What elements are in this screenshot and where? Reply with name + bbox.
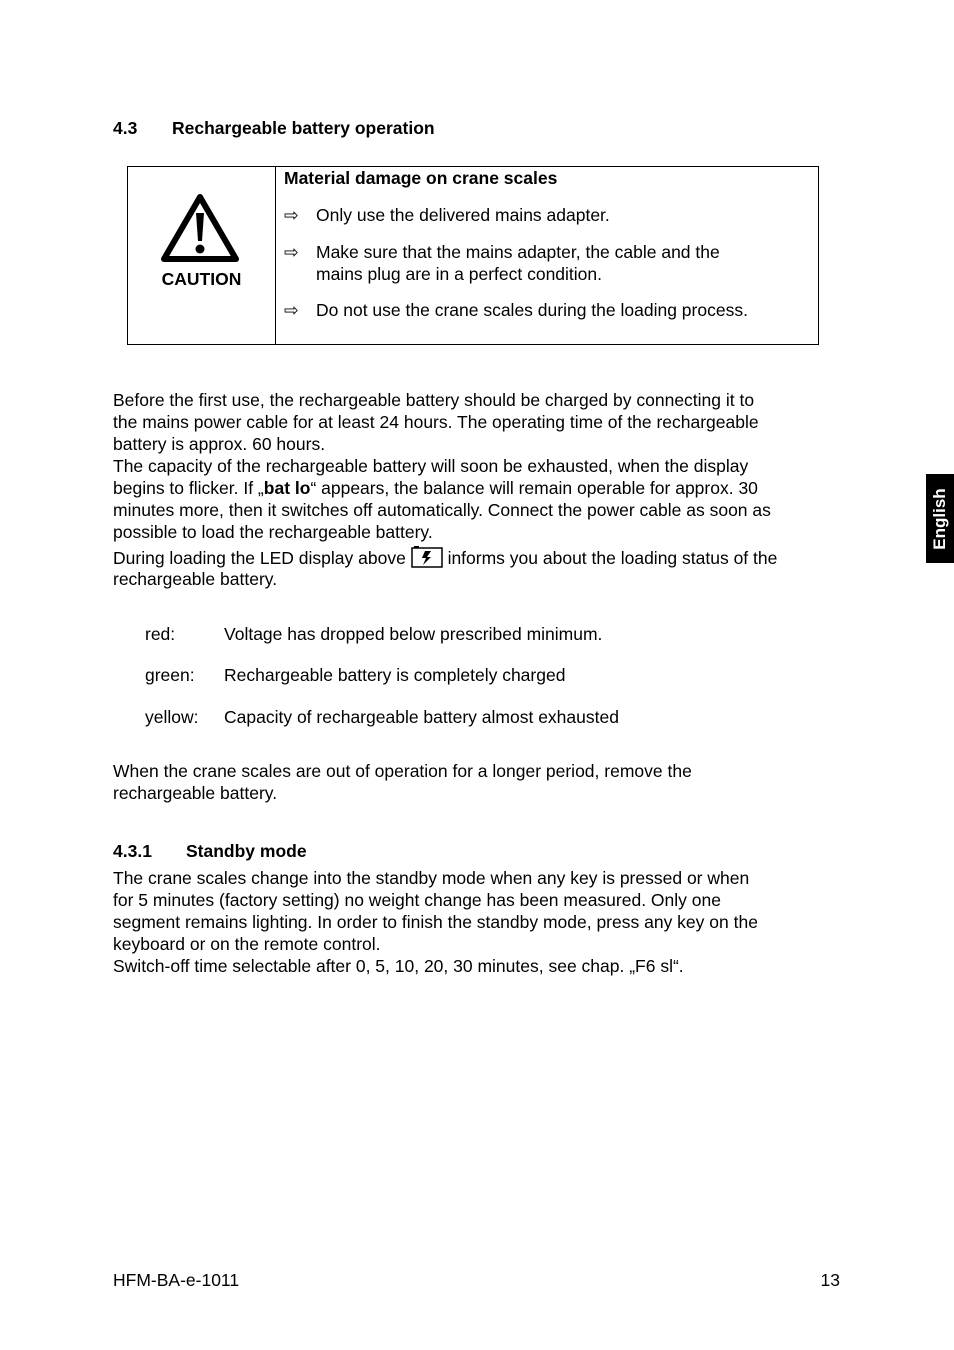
language-label: English bbox=[930, 487, 949, 550]
text-fragment: During loading the LED display above bbox=[113, 548, 411, 568]
led-state-value: Voltage has dropped below prescribed minimum. bbox=[224, 624, 603, 644]
standby-paragraph bbox=[113, 867, 853, 977]
text-line: keyboard or on the remote control. bbox=[113, 934, 381, 954]
text-line: When the crane scales are out of operation for a longer period, remove the bbox=[113, 761, 692, 781]
caution-bullet-text bbox=[316, 241, 816, 285]
caution-bullet-text: Only use the delivered mains adapter. bbox=[316, 205, 610, 225]
section-heading-4-3 bbox=[0, 117, 954, 139]
text-line: the mains power cable for at least 24 hours. The operating time of the rechargeable bbox=[113, 412, 759, 432]
text-line bbox=[113, 546, 853, 568]
text-line: Switch-off time selectable after 0, 5, 10, 20, 30 minutes, see chap. „F6 sl“. bbox=[113, 956, 684, 976]
led-state-key: green: bbox=[145, 665, 195, 685]
footer-page-number: 13 bbox=[820, 1270, 840, 1290]
language-side-tab bbox=[926, 474, 954, 563]
text-line: for 5 minutes (factory setting) no weight change has been measured. Only one bbox=[113, 890, 721, 910]
led-state-value: Capacity of rechargeable battery almost exhausted bbox=[224, 707, 619, 727]
caution-symbol-cell bbox=[128, 167, 276, 344]
text-line: possible to load the rechargeable battery. bbox=[113, 522, 433, 542]
text-line: rechargeable battery. bbox=[113, 569, 278, 589]
text-line: rechargeable battery. bbox=[113, 783, 278, 803]
arrow-right-icon: ⇨ bbox=[284, 300, 299, 320]
section-title: Rechargeable battery operation bbox=[172, 118, 435, 138]
display-code-bat-lo: bat lo bbox=[263, 478, 311, 498]
text-line: Before the first use, the rechargeable battery should be charged by connecting it to bbox=[113, 390, 755, 410]
caution-box bbox=[127, 166, 819, 345]
section-title: Standby mode bbox=[186, 841, 307, 861]
text-line: The crane scales change into the standby mode when any key is pressed or when bbox=[113, 868, 750, 888]
caution-label: CAUTION bbox=[161, 269, 242, 289]
section-number: 4.3.1 bbox=[113, 841, 152, 861]
text-fragment: “ appears, the balance will remain operable for approx. 30 bbox=[310, 478, 758, 498]
text-fragment: informs you about the loading status of the bbox=[442, 548, 778, 568]
led-state-key: red: bbox=[145, 624, 176, 644]
footer-document-id: HFM-BA-e-1011 bbox=[113, 1270, 240, 1290]
battery-intro-paragraph bbox=[113, 389, 853, 590]
caution-bullet-line: mains plug are in a perfect condition. bbox=[316, 264, 602, 284]
arrow-right-icon: ⇨ bbox=[284, 205, 299, 225]
warning-triangle-icon bbox=[160, 193, 240, 263]
led-state-value: Rechargeable battery is completely charged bbox=[224, 665, 566, 685]
caution-bullet-line: Make sure that the mains adapter, the cable and the bbox=[316, 242, 720, 262]
text-line: minutes more, then it switches off automatically. Connect the power cable as soon as bbox=[113, 500, 771, 520]
text-line: segment remains lighting. In order to finish the standby mode, press any key on the bbox=[113, 912, 758, 932]
battery-removal-paragraph bbox=[113, 760, 853, 804]
text-line: battery is approx. 60 hours. bbox=[113, 434, 326, 454]
text-line: The capacity of the rechargeable battery will soon be exhausted, when the display bbox=[113, 456, 749, 476]
section-heading-4-3-1 bbox=[0, 840, 954, 862]
text-fragment: begins to flicker. If „ bbox=[113, 478, 264, 498]
section-number: 4.3 bbox=[113, 118, 138, 138]
text-line bbox=[113, 477, 853, 499]
caution-bullet-text: Do not use the crane scales during the loading process. bbox=[316, 300, 748, 320]
battery-charge-icon bbox=[411, 546, 443, 568]
led-state-key: yellow: bbox=[145, 707, 199, 727]
caution-heading: Material damage on crane scales bbox=[284, 168, 558, 188]
arrow-right-icon: ⇨ bbox=[284, 242, 299, 262]
